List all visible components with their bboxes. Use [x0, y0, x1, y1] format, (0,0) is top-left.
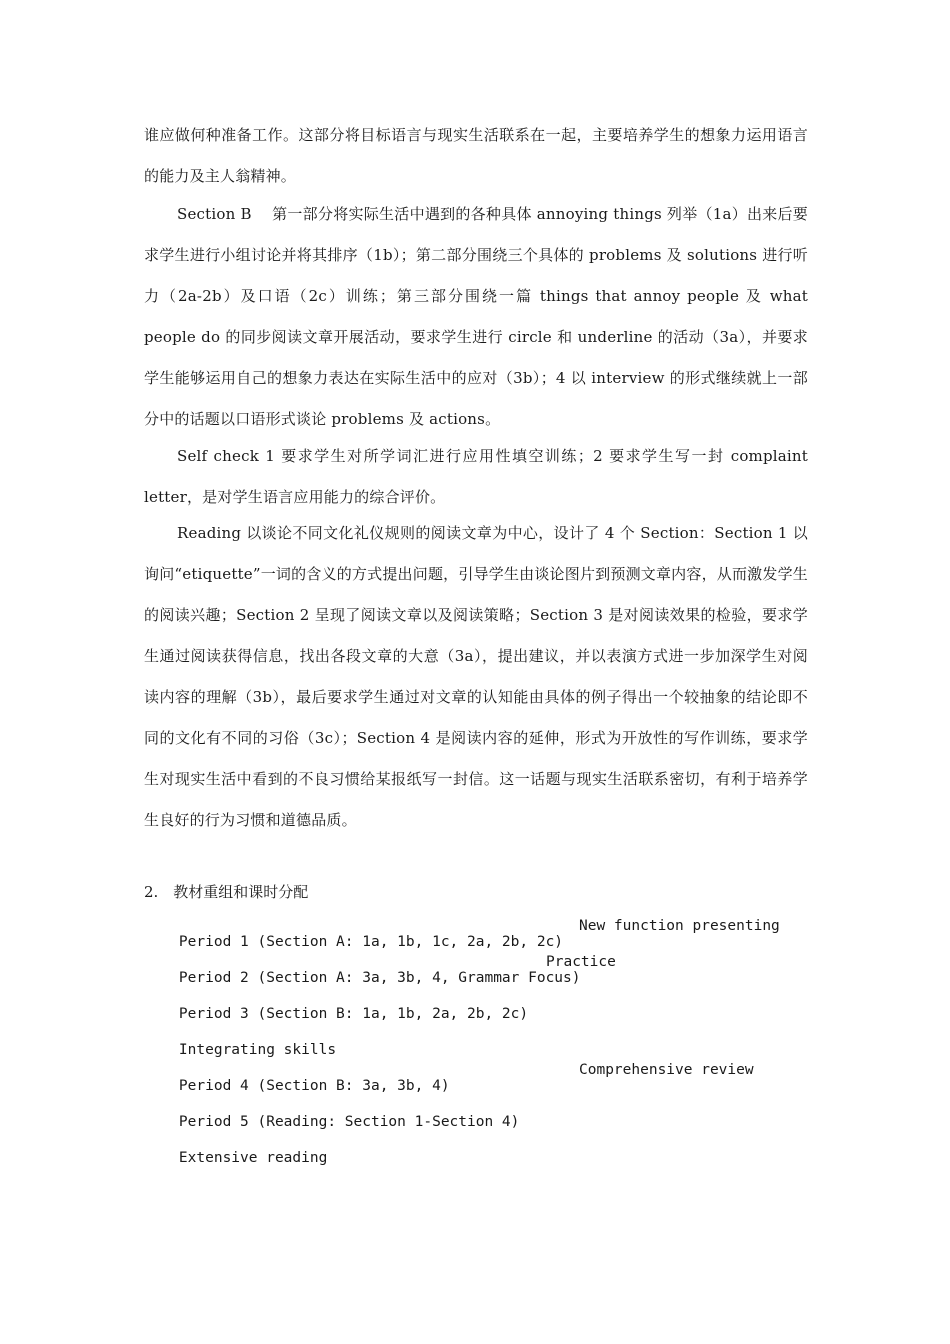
period-activity: New function presenting	[579, 918, 780, 934]
period-label: Period 5 (Reading: Section 1-Section 4)	[178, 1114, 520, 1130]
paragraph-self-check: Self check 1 要求学生对所学词汇进行应用性填空训练；2 要求学生写一封 complaint letter，是对学生语言应用能力的综合评价。	[144, 447, 808, 506]
period-line-7	[144, 1134, 327, 1182]
period-label: Period 4 (Section B: 3a, 3b, 4)	[178, 1078, 450, 1094]
period-label: Extensive reading	[178, 1150, 328, 1166]
paragraph-intro-continuation: 谁应做何种准备工作。这部分将目标语言与现实生活联系在一起，主要培养学生的想象力运用语言的能力及主人翁精神。	[144, 126, 808, 185]
paragraph-section-b: Section B 第一部分将实际生活中遇到的各种具体 annoying things 列举（1a）出来后要求学生进行小组讨论并将其排序（1b）；第二部分围绕三个具体的 problems 及 solutions 进行听力（2a-2b）及口语（2c）训练；第三部分围绕一篇 things that annoy people 及 what people do 的同步阅读文章开展活动，要求学生进行 circle 和 underline 的活动（3a），并要求学生能够运用自己的想象力表达在实际生活中的应对（3b）；4 以 interview 的形式继续就上一部分中的话题以口语形式谈论 problems 及 actions。	[144, 205, 808, 428]
period-activity: Practice	[546, 954, 616, 970]
period-activity: Comprehensive review	[579, 1062, 754, 1078]
section-heading: 2. 教材重组和课时分配	[144, 883, 309, 901]
period-label: Period 2 (Section A: 3a, 3b, 4, Grammar Focus)	[178, 970, 581, 986]
period-label: Period 3 (Section B: 1a, 1b, 2a, 2b, 2c)	[178, 1006, 529, 1022]
period-label: Integrating skills	[178, 1042, 337, 1058]
paragraph-reading: Reading 以谈论不同文化礼仪规则的阅读文章为中心，设计了 4 个 Section：Section 1 以询问“etiquette”一词的含义的方式提出问题，引导学生由谈论图片到预测文章内容，从而激发学生的阅读兴趣；Section 2 呈现了阅读文章以及阅读策略；Section 3 是对阅读效果的检验，要求学生通过阅读获得信息，找出各段文章的大意（3a），提出建议，并以表演方式进一步加深学生对阅读内容的理解（3b），最后要求学生通过对文章的认知能由具体的例子得出一个较抽象的结论即不同的文化有不同的习俗（3c）；Section 4 是阅读内容的延伸，形式为开放性的写作训练，要求学生对现实生活中看到的不良习惯给某报纸写一封信。这一话题与现实生活联系密切，有利于培养学生良好的行为习惯和道德品质。	[144, 524, 808, 829]
period-label: Period 1 (Section A: 1a, 1b, 1c, 2a, 2b, 2c)	[178, 934, 564, 950]
